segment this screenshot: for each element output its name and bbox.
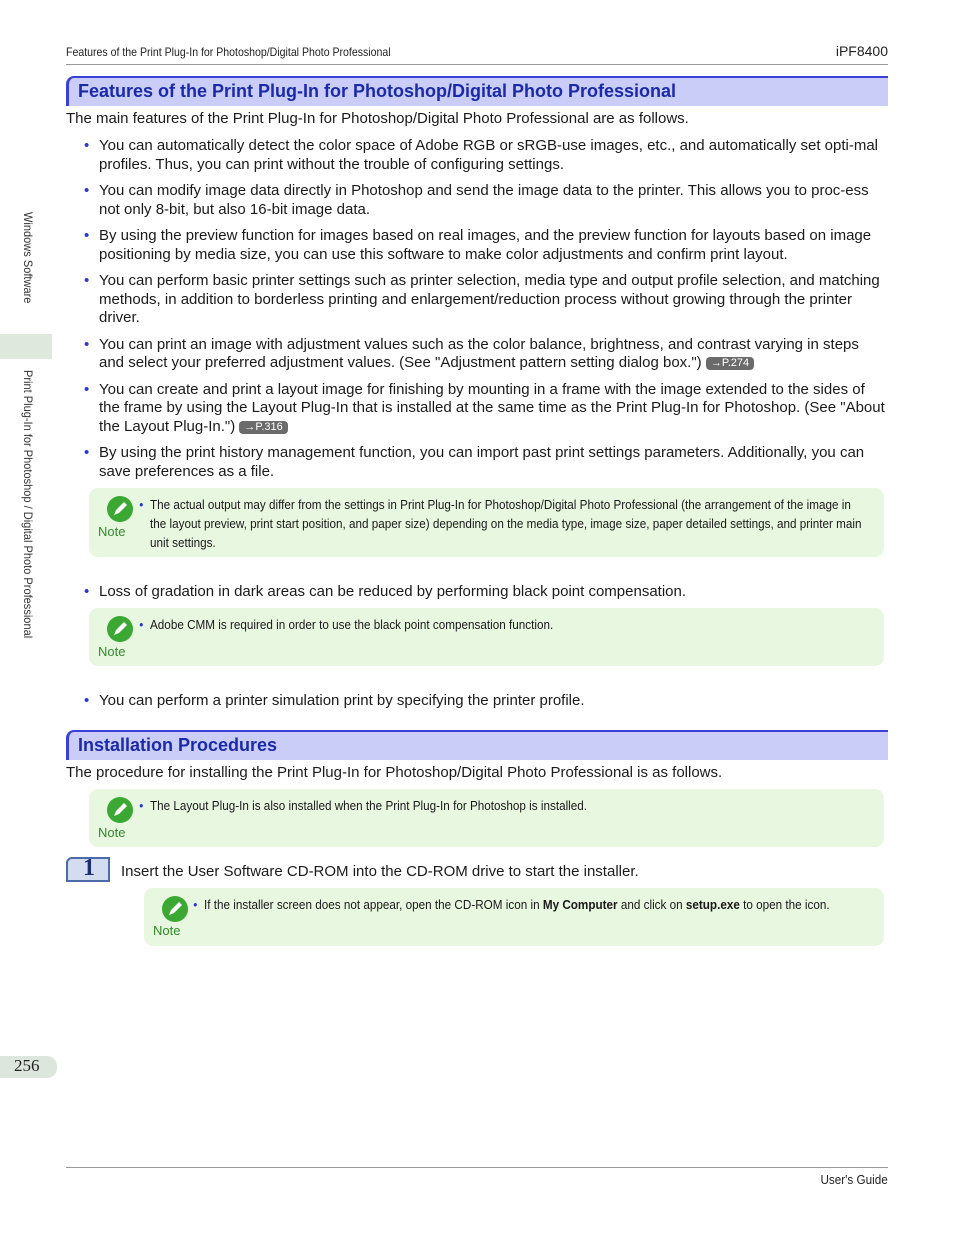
section-heading-features: [66, 76, 888, 106]
note-label: Note: [153, 923, 181, 938]
section-heading-installation: [66, 730, 888, 760]
note-box: [89, 608, 884, 666]
note-text: • Adobe CMM is required in order to use the black point compensation function.: [139, 617, 554, 632]
running-header-model: iPF8400: [835, 43, 888, 59]
section-intro: The main features of the Print Plug-In for Photoshop/Digital Photo Professional are as follows.: [66, 110, 689, 127]
feature-list: [84, 137, 888, 481]
page-ref-link[interactable]: →P.316: [239, 421, 287, 434]
note-label: Note: [98, 644, 126, 659]
section-intro: The procedure for installing the Print Plug-In for Photoshop/Digital Photo Professional is as follows.: [66, 764, 723, 781]
note-box: [89, 488, 884, 557]
list-item: • By using the print history management function, you can import past print settings parameters. Additionally, you can save preferences as a file.: [84, 444, 865, 480]
ui-term-my-computer: My Computer: [542, 897, 618, 912]
note-text: • The Layout Plug-In is also installed when the Print Plug-In for Photoshop is installed.: [139, 798, 588, 813]
ui-term-setup-exe: setup.exe: [685, 897, 740, 912]
pencil-icon: [98, 494, 142, 524]
feature-list-cont: [84, 692, 888, 711]
section-heading-text: Features of the Print Plug-In for Photoshop/Digital Photo Professional: [78, 81, 677, 101]
list-item: • You can perform basic printer settings such as printer selection, media type and output profile selection, and matching methods, in addition to borderless printing and enlargement/reduction process without growing through the printer driver.: [84, 272, 880, 326]
note-label: Note: [98, 524, 126, 539]
running-header-title: Features of the Print Plug-In for Photoshop/Digital Photo Professional: [66, 45, 391, 59]
page-number: 256: [14, 1056, 40, 1075]
list-item: • You can automatically detect the color space of Adobe RGB or sRGB-use images, etc., and automatically set opti-mal profiles. Thus, you can print without the trouble of configuring settings.: [84, 137, 879, 173]
page-ref-link[interactable]: →P.274: [706, 357, 754, 370]
header-rule: [66, 64, 888, 65]
note-text: • If the installer screen does not appear, open the CD-ROM icon in My Computer and click on setup.exe to open the icon.: [193, 897, 830, 912]
note-box: [89, 789, 884, 847]
list-item: • You can print an image with adjustment values such as the color balance, brightness, and contrast varying in steps and select your preferred adjustment values. (See "Adjustment pattern setting dialog box.") →P.274: [84, 335, 859, 371]
note-label: Note: [98, 825, 126, 840]
side-tab-windows-software[interactable]: Windows Software: [21, 212, 35, 304]
list-item: • You can create and print a layout image for finishing by mounting in a frame with the image extended to the sides of the frame by using the Layout Plug-In that is installed at the same time as the Print Plug-In for Photoshop. (See "About the Layout Plug-In.") →P.316: [84, 380, 885, 435]
step-text: Insert the User Software CD-ROM into the CD-ROM drive to start the installer.: [121, 863, 639, 880]
list-item: • By using the preview function for images based on real images, and the preview function for layouts based on image positioning by media size, you can use this software to make color adjustments and confirm print layout.: [84, 227, 872, 263]
footer-rule: [66, 1167, 888, 1168]
pencil-icon: [98, 795, 142, 825]
pencil-icon: [98, 614, 142, 644]
section-heading-text: Installation Procedures: [78, 735, 278, 755]
pencil-icon: [153, 894, 197, 924]
feature-list-cont: [84, 583, 888, 602]
step-number: 1: [83, 855, 95, 881]
list-item: • You can perform a printer simulation print by specifying the printer profile.: [84, 692, 585, 709]
list-item: • Loss of gradation in dark areas can be reduced by performing black point compensation.: [84, 583, 687, 600]
footer-guide-title: User's Guide: [820, 1172, 888, 1187]
side-tab-highlight: [0, 334, 52, 359]
step-number-badge: [66, 857, 110, 882]
note-text: • The actual output may differ from the settings in Print Plug-In for Photoshop/Digital Photo Professional (the arrangement of the image in the layout preview, print start position, and paper size) depending on the media type, image size, paper detailed settings, and printer main unit settings.: [139, 497, 862, 550]
side-tab-print-plugin[interactable]: Print Plug-In for Photoshop / Digital Photo Professional: [21, 370, 35, 639]
note-box: [144, 888, 884, 946]
list-item: • You can modify image data directly in Photoshop and send the image data to the printer. This allows you to proc-ess not only 8-bit, but also 16-bit image data.: [84, 182, 869, 218]
